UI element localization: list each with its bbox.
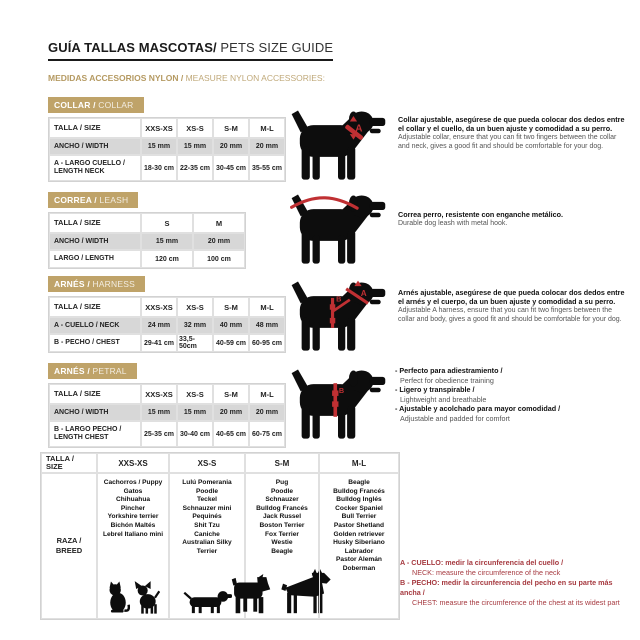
breed-item: Bull Terrier <box>341 513 377 521</box>
size-column-header: S-M <box>213 384 249 404</box>
page-subtitle-en: MEASURE NYLON ACCESSORIES: <box>185 73 325 83</box>
feature-es: - Ajustable y acolchado para mayor comodidad / <box>395 404 561 413</box>
breed-item: Poodle <box>196 487 218 495</box>
feature-en: Perfect for obedience training <box>400 375 494 385</box>
breed-item: Chihuahua <box>115 496 151 504</box>
breed-table <box>40 452 400 620</box>
size-column-header: S-M <box>245 453 319 473</box>
harness-badge-es: ARNÉS / <box>54 279 93 289</box>
size-column-header: XXS-XS <box>141 118 177 138</box>
breed-item: Pastor Shetland <box>333 521 385 529</box>
breed-item: Doberman <box>342 564 376 572</box>
table-value-cell: 60-95 cm <box>249 334 285 352</box>
size-column-header: XXS-XS <box>141 384 177 404</box>
breed-row-label-en: BREED <box>55 546 83 555</box>
size-column-header: XS-S <box>177 297 213 317</box>
table-value-cell: 18-30 cm <box>141 155 177 181</box>
table-value-cell: 40-65 cm <box>213 421 249 447</box>
breed-item: Poodle <box>271 487 293 495</box>
collar-section-badge <box>48 97 144 113</box>
collar-desc-en: Adjustable collar, ensure that you can fit two fingers between the collar and neck, gives a good fit and should be comfortable for your dog. <box>398 134 617 150</box>
breed-list <box>322 479 396 574</box>
leash-table <box>48 212 246 269</box>
page-title-es: GUÍA TALLAS MASCOTAS/ <box>48 40 217 55</box>
breed-item: Boston Terrier <box>259 521 305 529</box>
page-subtitle-es: MEDIDAS ACCESORIOS NYLON / <box>48 73 186 83</box>
breed-item: Husky Siberiano <box>333 539 385 547</box>
collar-table <box>48 117 286 182</box>
feature-en: Lightweight and breathable <box>400 394 487 404</box>
breed-item: Golden retriever <box>333 530 385 538</box>
table-value-cell: 30-45 cm <box>213 155 249 181</box>
size-column-header: XXS-XS <box>97 453 169 473</box>
breed-cell-s-m <box>245 473 319 619</box>
table-row-label: A - CUELLO / NECK <box>49 317 141 334</box>
breed-row-label <box>41 473 97 619</box>
feature-en: Adjustable and padded for comfort <box>400 413 510 423</box>
leash-desc-es: Correa perro, resistente con enganche metálico. <box>398 210 563 219</box>
table-row-label: A - LARGO CUELLO / LENGTH NECK <box>49 155 141 181</box>
size-column-header: XXS-XS <box>141 297 177 317</box>
breed-item: Lebrel Italiano mini <box>102 530 164 538</box>
size-column-header: M-L <box>319 453 399 473</box>
size-column-header: M <box>193 213 245 233</box>
table-value-cell: 20 mm <box>213 404 249 421</box>
breed-row-label-es: RAZA / <box>56 536 82 545</box>
petral-badge-es: ARNÉS / <box>54 366 93 376</box>
breed-list <box>172 479 242 556</box>
breed-cell-m-l <box>319 473 399 619</box>
breed-cell-xxs-xs <box>97 473 169 619</box>
breed-item: Bulldog Francés <box>333 487 385 495</box>
dog-with-collar-illustration <box>288 108 388 184</box>
table-value-cell: 32 mm <box>177 317 213 334</box>
table-value-cell: 60-75 cm <box>249 421 285 447</box>
petral-feature-list <box>395 366 630 423</box>
note-a-es: A - CUELLO: medir la circunferencia del cuello / <box>400 558 564 567</box>
table-value-cell: 25-35 cm <box>141 421 177 447</box>
table-value-cell: 20 mm <box>193 233 245 250</box>
table-value-cell: 15 mm <box>141 233 193 250</box>
harness-description <box>398 288 628 324</box>
size-column-header: M-L <box>249 297 285 317</box>
table-value-cell: 20 mm <box>249 138 285 155</box>
collar-desc-es: Collar ajustable, asegúrese de que pueda colocar dos dedos entre el collar y el cuello, da un buen ajuste y comodidad a su perro. <box>398 115 625 133</box>
petral-section-badge <box>48 363 137 379</box>
table-value-cell: 30-40 cm <box>177 421 213 447</box>
breed-item: Schnauzer mini <box>182 504 232 512</box>
petral-b-mark: B <box>338 386 345 396</box>
page-subtitle <box>48 73 325 83</box>
breed-list <box>100 479 166 539</box>
breed-item: Teckel <box>196 496 218 504</box>
table-value-cell: 20 mm <box>213 138 249 155</box>
leash-desc-en: Durable dog leash with metal hook. <box>398 220 508 227</box>
size-column-header: XS-S <box>177 384 213 404</box>
table-value-cell: 100 cm <box>193 250 245 268</box>
collar-a-mark: A <box>355 123 363 135</box>
petral-table-corner: TALLA / SIZE <box>49 384 141 404</box>
table-value-cell: 15 mm <box>177 138 213 155</box>
measuring-notes <box>400 558 628 608</box>
table-value-cell: 35-55 cm <box>249 155 285 181</box>
harness-badge-en: HARNESS <box>92 279 135 289</box>
table-value-cell: 48 mm <box>249 317 285 334</box>
breed-item: Australian Silky Terrier <box>182 539 232 555</box>
size-column-header: S-M <box>213 297 249 317</box>
collar-table-corner: TALLA / SIZE <box>49 118 141 138</box>
breed-item: Jack Russel <box>262 513 302 521</box>
page-title-en: PETS SIZE GUIDE <box>216 40 334 55</box>
harness-b-mark: B <box>336 294 342 304</box>
table-row-label: B - PECHO / CHEST <box>49 334 141 352</box>
harness-desc-es: Arnés ajustable, asegúrese de que pueda colocar dos dedos entre el arnés y el cuerpo, da un buen ajuste y comodidad a su perro. <box>398 288 625 306</box>
chihuahua-icon <box>134 580 160 614</box>
breed-item: Lulú Pomerania <box>182 479 232 486</box>
breed-item: Westie <box>271 539 293 547</box>
table-row-label: ANCHO / WIDTH <box>49 404 141 421</box>
table-row-label: B - LARGO PECHO / LENGTH CHEST <box>49 421 141 447</box>
page-title <box>48 40 333 61</box>
feature-es: - Perfecto para adiestramiento / <box>395 366 503 375</box>
breed-item: Beagle <box>348 479 370 486</box>
size-column-header: S-M <box>213 118 249 138</box>
size-column-header: M-L <box>249 384 285 404</box>
size-column-header: S <box>141 213 193 233</box>
table-value-cell: 33,5-50cm <box>177 334 213 352</box>
size-column-header: XS-S <box>169 453 245 473</box>
dog-with-harness-illustration <box>288 279 388 355</box>
table-value-cell: 120 cm <box>141 250 193 268</box>
breed-list <box>248 479 316 556</box>
breed-item: Cocker Spaniel <box>335 504 383 512</box>
petral-badge-en: PETRAL <box>92 366 127 376</box>
cat-icon <box>106 580 130 614</box>
schnauzer-icon <box>229 574 273 614</box>
breed-item: Pequinés <box>192 513 222 521</box>
breed-item: Yorkshire terrier <box>107 513 159 521</box>
table-value-cell: 20 mm <box>249 404 285 421</box>
harness-desc-en: Adjustable A harness, ensure that you can fit two fingers between the collar and body, gives a good fit and should be comfortable for your dog. <box>398 307 622 323</box>
table-row-label: LARGO / LENGTH <box>49 250 141 268</box>
note-a-en: NECK: measure the circumference of the neck <box>412 568 561 577</box>
breed-silhouettes <box>182 588 232 614</box>
dog-with-chest-strap-illustration <box>288 367 388 443</box>
leash-section-badge <box>48 192 138 208</box>
harness-table <box>48 296 286 353</box>
feature-es: - Ligero y transpirable / <box>395 385 475 394</box>
breed-item: Cachorros / Puppy <box>103 479 163 486</box>
breed-item: Pincher <box>120 504 146 512</box>
harness-section-badge <box>48 276 145 292</box>
table-value-cell: 40 mm <box>213 317 249 334</box>
breed-item: Gatos <box>123 487 143 495</box>
table-value-cell: 15 mm <box>177 404 213 421</box>
leash-table-corner: TALLA / SIZE <box>49 213 141 233</box>
dog-with-leash-illustration <box>288 192 388 268</box>
harness-table-corner: TALLA / SIZE <box>49 297 141 317</box>
breed-table-corner: TALLA / SIZE <box>41 453 97 473</box>
collar-badge-es: COLLAR / <box>54 100 99 110</box>
table-value-cell: 24 mm <box>141 317 177 334</box>
leash-badge-es: CORREA / <box>54 195 100 205</box>
breed-item: Fox Terrier <box>265 530 299 538</box>
breed-item: Pug <box>275 479 289 486</box>
breed-item: Bichón Maltés <box>110 521 156 529</box>
note-b-es: B - PECHO: medir la circunferencia del pecho en su parte más ancha / <box>400 578 613 597</box>
breed-item: Shit Tzu <box>194 521 220 529</box>
table-row-label: ANCHO / WIDTH <box>49 233 141 250</box>
size-column-header: M-L <box>249 118 285 138</box>
harness-a-mark: A <box>360 289 367 299</box>
breed-item: Schnauzer <box>265 496 299 504</box>
note-b-en: CHEST: measure the circumference of the chest at its widest part <box>412 598 620 607</box>
breed-item: Beagle <box>271 547 293 555</box>
petral-table <box>48 383 286 448</box>
size-column-header: XS-S <box>177 118 213 138</box>
table-value-cell: 15 mm <box>141 404 177 421</box>
table-row-label: ANCHO / WIDTH <box>49 138 141 155</box>
breed-item: Bulldog Inglés <box>336 496 382 504</box>
table-value-cell: 22-35 cm <box>177 155 213 181</box>
table-value-cell: 40-59 cm <box>213 334 249 352</box>
dachshund-icon <box>182 588 232 614</box>
table-value-cell: 15 mm <box>141 138 177 155</box>
breed-item: Bulldog Francés <box>256 504 308 512</box>
breed-item: Labrador <box>344 547 374 555</box>
breed-silhouettes <box>106 580 160 614</box>
collar-description <box>398 115 628 151</box>
collar-badge-en: COLLAR <box>98 100 134 110</box>
breed-item: Pastor Alemán <box>336 556 382 564</box>
leash-badge-en: LEASH <box>99 195 129 205</box>
table-value-cell: 29-41 cm <box>141 334 177 352</box>
leash-description <box>398 210 628 228</box>
breed-item: Caniche <box>194 530 220 538</box>
